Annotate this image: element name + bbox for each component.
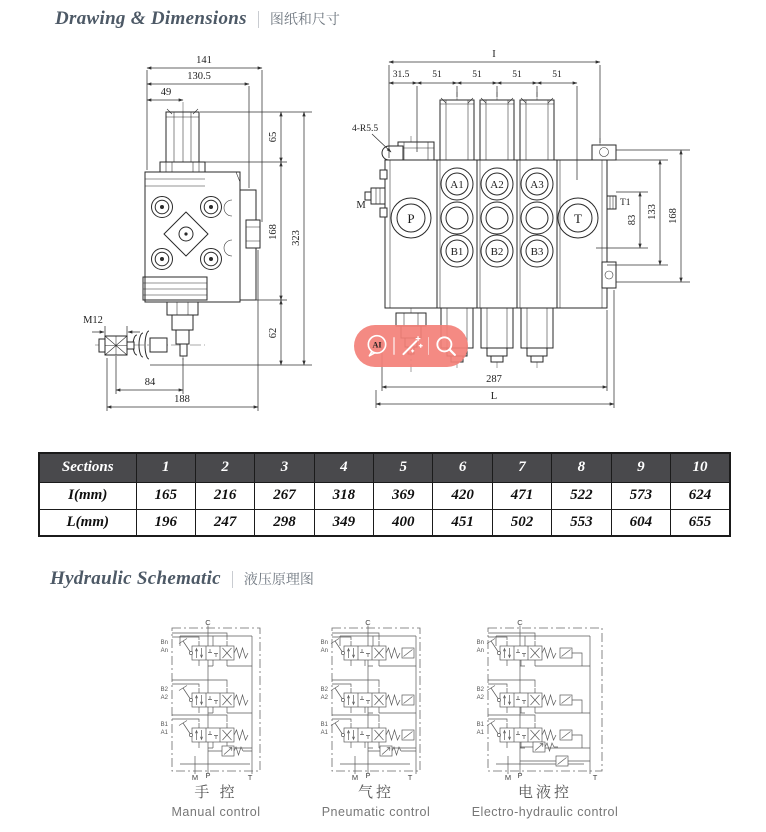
dim-i: I (492, 49, 496, 60)
caption-pneumatic-en: Pneumatic control (321, 805, 431, 819)
ai-bubble-icon (364, 333, 390, 359)
port-a2: A2 (490, 179, 504, 191)
side-label-bn: Bn (476, 640, 484, 646)
schematic3-side-labels (477, 640, 485, 736)
side-label-a1: A1 (476, 730, 484, 736)
schematic1-port-p: P (205, 771, 211, 780)
dim-168-left: 168 (268, 224, 279, 240)
header-3: 3 (255, 453, 314, 482)
dim-51-2: 51 (472, 70, 482, 80)
l-value-1: 196 (136, 509, 195, 536)
side-label-b1: B1 (320, 722, 328, 728)
table-header-row (39, 453, 730, 482)
schematic-electro-hydraulic (477, 618, 602, 782)
dim-31-5: 31.5 (392, 70, 410, 80)
caption-manual-zh: 手 控 (194, 784, 238, 801)
l-value-9: 604 (611, 509, 670, 536)
schematic2-valves (331, 633, 416, 748)
l-value-4: 349 (314, 509, 373, 536)
schematic1-port-t: T (247, 773, 253, 782)
row-i-label: I(mm) (39, 482, 136, 509)
side-label-a1: A1 (160, 730, 168, 736)
i-value-1: 165 (136, 482, 195, 509)
header-9: 9 (611, 453, 670, 482)
dim-168-right: 168 (668, 208, 679, 224)
search-lens-button[interactable] (433, 333, 459, 359)
l-value-10: 655 (671, 509, 730, 536)
caption-manual (156, 781, 276, 819)
caption-electro (455, 781, 635, 819)
sections-dimension-table (38, 452, 731, 537)
header-divider (232, 571, 233, 588)
caption-manual-en: Manual control (171, 805, 261, 819)
schematic3-port-p: P (517, 771, 523, 780)
ai-toolbar-overlay (354, 325, 468, 367)
i-value-8: 522 (552, 482, 611, 509)
l-value-7: 502 (492, 509, 551, 536)
label-4-r55: 4-R5.5 (352, 124, 379, 134)
magic-wand-icon (398, 333, 424, 359)
hydraulic-schematic-header (50, 568, 314, 590)
caption-electro-en: Electro-hydraulic control (471, 805, 619, 819)
schematic2-top-label: C (365, 618, 371, 627)
header-8: 8 (552, 453, 611, 482)
i-value-5: 369 (374, 482, 433, 509)
side-label-a2: A2 (160, 695, 168, 701)
schematic3-port-m: M (504, 773, 512, 782)
port-b1: B1 (450, 246, 464, 258)
side-label-bn: Bn (320, 640, 328, 646)
schematic1-side-labels (161, 640, 169, 736)
label-m-port: M (356, 200, 366, 211)
side-label-an: An (160, 648, 168, 654)
port-b2: B2 (490, 246, 504, 258)
side-label-a2: A2 (476, 695, 484, 701)
hydraulic-schematic-title-en: Hydraulic Schematic (50, 568, 221, 589)
side-label-bn: Bn (160, 640, 168, 646)
header-10: 10 (671, 453, 730, 482)
l-value-8: 553 (552, 509, 611, 536)
caption-pneumatic (306, 781, 446, 819)
dim-133: 133 (647, 204, 658, 220)
schematic1-port-m: M (191, 773, 199, 782)
dim-83: 83 (627, 214, 638, 226)
caption-electro-zh: 电液控 (517, 784, 572, 801)
i-value-2: 216 (195, 482, 254, 509)
side-label-a1: A1 (320, 730, 328, 736)
dim-51-3: 51 (512, 70, 522, 80)
header-2: 2 (195, 453, 254, 482)
schematic3-port-t: T (592, 773, 598, 782)
side-label-b1: B1 (476, 722, 484, 728)
schematic2-side-labels (321, 640, 329, 736)
l-value-6: 451 (433, 509, 492, 536)
dim-49: 49 (160, 87, 172, 98)
schematic3-top-label: C (517, 618, 523, 627)
i-value-9: 573 (611, 482, 670, 509)
i-value-7: 471 (492, 482, 551, 509)
port-p: P (407, 211, 415, 226)
label-t1-port: T1 (620, 198, 631, 208)
dim-l: L (490, 391, 498, 402)
hydraulic-schematics (0, 616, 766, 786)
side-label-an: An (320, 648, 328, 654)
i-value-3: 267 (255, 482, 314, 509)
l-value-5: 400 (374, 509, 433, 536)
dim-51-1: 51 (432, 70, 442, 80)
caption-pneumatic-zh: 气控 (357, 784, 394, 801)
port-t: T (574, 211, 582, 226)
dim-188: 188 (174, 394, 190, 405)
dim-287: 287 (486, 374, 502, 385)
ai-chat-button[interactable] (364, 333, 390, 359)
schematic2-port-m: M (351, 773, 359, 782)
dim-84: 84 (144, 377, 156, 388)
table-row-i (39, 482, 730, 509)
schematic2-port-t: T (407, 773, 413, 782)
schematic2-port-p: P (365, 771, 371, 780)
table-row-l (39, 509, 730, 536)
header-divider (258, 11, 259, 28)
i-value-6: 420 (433, 482, 492, 509)
spool-caps (440, 98, 554, 160)
side-label-b1: B1 (160, 722, 168, 728)
port-a3: A3 (530, 179, 544, 191)
side-label-b2: B2 (476, 687, 484, 693)
i-value-4: 318 (314, 482, 373, 509)
side-label-b2: B2 (320, 687, 328, 693)
toolbar-divider (428, 337, 430, 355)
schematic3-valves (487, 633, 590, 748)
schematic1-valves (172, 633, 252, 748)
header-sections: Sections (39, 453, 136, 482)
left-view-drawing (83, 55, 312, 411)
magic-edit-button[interactable] (398, 333, 424, 359)
row-l-label: L(mm) (39, 509, 136, 536)
drawing-dimensions-title-en: Drawing & Dimensions (55, 8, 247, 29)
label-m12: M12 (83, 315, 103, 326)
technical-drawings (0, 42, 766, 442)
schematic-pneumatic (321, 618, 420, 782)
dim-130-5: 130.5 (187, 71, 211, 82)
dim-51-4: 51 (552, 70, 562, 80)
header-6: 6 (433, 453, 492, 482)
port-a1: A1 (450, 179, 464, 191)
schematic-manual (161, 618, 260, 782)
header-7: 7 (492, 453, 551, 482)
header-1: 1 (136, 453, 195, 482)
i-value-10: 624 (671, 482, 730, 509)
header-5: 5 (374, 453, 433, 482)
dim-65: 65 (268, 131, 279, 143)
port-b3: B3 (530, 246, 544, 258)
dim-141: 141 (196, 55, 212, 66)
dim-62: 62 (268, 327, 279, 339)
dim-323: 323 (291, 230, 302, 246)
hydraulic-schematic-title-zh: 液压原理图 (243, 571, 314, 587)
magnifier-icon (433, 333, 459, 359)
ai-bubble-label: AI (371, 340, 382, 350)
side-label-an: An (476, 648, 484, 654)
toolbar-divider (393, 337, 395, 355)
l-value-2: 247 (195, 509, 254, 536)
drawing-dimensions-title-zh: 图纸和尺寸 (269, 11, 340, 27)
drawing-dimensions-header (55, 8, 340, 30)
side-label-a2: A2 (320, 695, 328, 701)
schematic1-top-label: C (205, 618, 211, 627)
l-value-3: 298 (255, 509, 314, 536)
header-4: 4 (314, 453, 373, 482)
side-label-b2: B2 (160, 687, 168, 693)
